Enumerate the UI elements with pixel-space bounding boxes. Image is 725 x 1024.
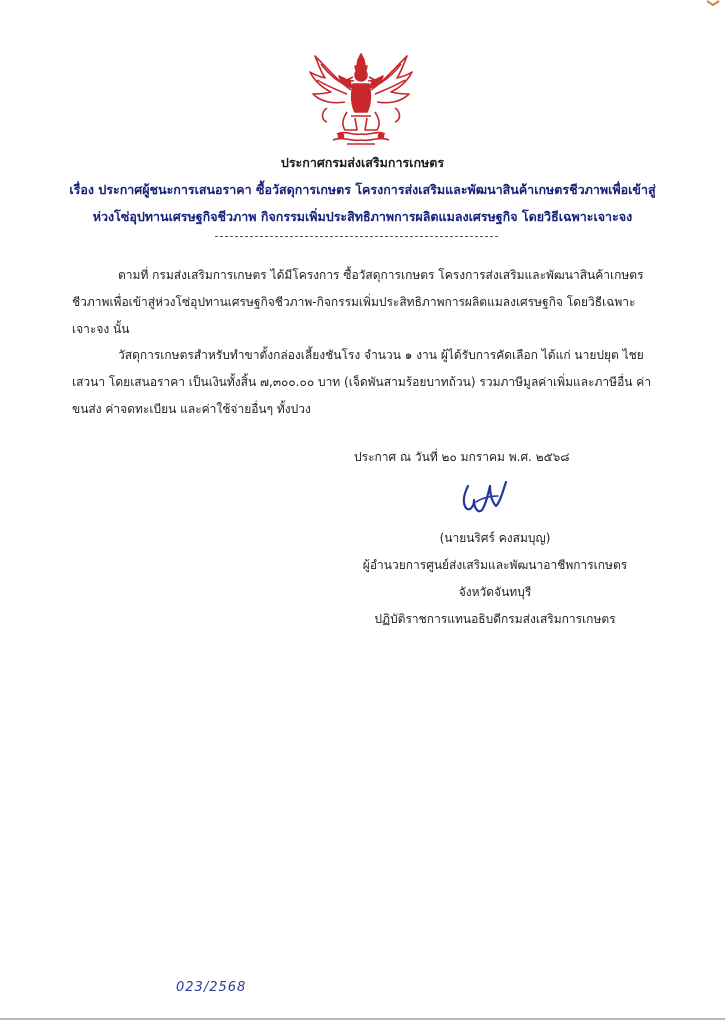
paragraph-1-line-1: ตามที่ กรมส่งเสริมการเกษตร ได้มีโครงการ ซื้อวัสดุการเกษตร โครงการส่งเสริมและพัฒนาสินค้าเกษตร [118,268,644,282]
document-number: 023/2568 [176,980,247,995]
paragraph-1-line-2: ชีวภาพเพื่อเข้าสู่ห่วงโซ่อุปทานเศรษฐกิจชีวภาพ-กิจกรรมเพิ่มประสิทธิภาพการผลิตแมลงเศรษฐกิจ โดยวิธีเฉพาะ [72,295,636,309]
subject-line-1: เรื่อง ประกาศผู้ชนะการเสนอราคา ซื้อวัสดุการเกษตร โครงการส่งเสริมและพัฒนาสินค้าเกษตรชีวภาพเพื่อเข้าสู่ [69,182,656,197]
corner-mark-icon [706,0,720,6]
subject-line-2: ห่วงโซ่อุปทานเศรษฐกิจชีวภาพ กิจกรรมเพิ่มประสิทธิภาพการผลิตแมลงเศรษฐกิจ โดยวิธีเฉพาะเจาะจง [92,209,633,224]
signer-position-3: ปฏิบัติราชการแทนอธิบดีกรมส่งเสริมการเกษตร [374,612,616,626]
paragraph-2-line-1: วัสดุการเกษตรสำหรับทำขาตั้งกล่องเลี้ยงชันโรง จำนวน ๑ งาน ผู้ได้รับการคัดเลือก ได้แก่ นายปยุต ไชย [118,348,644,362]
separator-line [215,236,498,237]
signer-name: (นายนริศร์ คงสมบุญ) [439,531,551,545]
page-bottom-edge [0,1018,725,1020]
paragraph-2-line-2: เสวนา โดยเสนอราคา เป็นเงินทั้งสิ้น ๗,๓๐๐.๐๐ บาท (เจ็ดพันสามร้อยบาทถ้วน) รวมภาษีมูลค่าเพิ่มและภาษีอื่น ค่า [72,375,652,389]
garuda-emblem-icon [307,50,415,150]
paragraph-1-line-3: เจาะจง นั้น [72,322,130,336]
handwritten-signature-icon [454,476,516,520]
paragraph-2-line-3: ขนส่ง ค่าจดทะเบียน และค่าใช้จ่ายอื่นๆ ทั้งปวง [72,402,311,416]
announcement-date: ประกาศ ณ วันที่ ๒๐ มกราคม พ.ศ. ๒๕๖๘ [354,450,570,464]
signer-position-1: ผู้อำนวยการศูนย์ส่งเสริมและพัฒนาอาชีพการเกษตร [362,558,628,572]
page-title: ประกาศกรมส่งเสริมการเกษตร [280,155,445,170]
signer-position-2: จังหวัดจันทบุรี [458,585,532,599]
